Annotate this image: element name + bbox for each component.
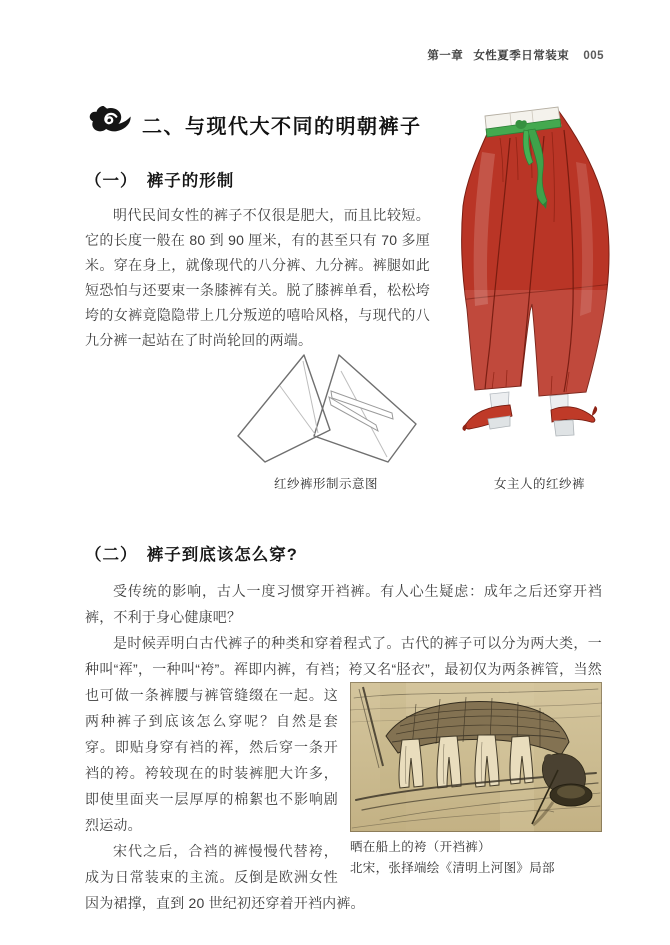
chapter-title-row: [86, 106, 422, 142]
painting-caption-line1: 晒在船上的袴（开裆裤）: [350, 840, 491, 854]
paragraph: 明代民间女性的裤子不仅很是肥大，而且比较短。它的长度一般在 80 到 90 厘米，有的甚至只有 70 多厘米。穿在身上，就像现代的八分裤、九分裤。裤腿如此短恐怕与还要束一条膝裤有关。脱了膝裤单看，松松垮垮的女裤竟隐隐带上几分叛逆的嘻哈风格，与现代的八九分裤一起站在了时尚轮回的两端。: [85, 207, 430, 348]
paragraph: 宋代之后，合裆的裤慢慢代替袴，成为日常装束的主流。反倒是欧洲女性因为裙撑，直到 20 世纪初还穿着开裆内裤。: [85, 843, 365, 911]
chapter-title: 二、与现代大不同的明朝裤子: [142, 115, 422, 138]
section2-body: [85, 578, 602, 916]
paragraph: 受传统的影响，古人一度习惯穿开裆裤。有人心生疑虑：成年之后还穿开裆裤，不利于身心健康吧？: [85, 583, 602, 625]
diagram-caption: 红纱裤形制示意图: [273, 477, 378, 491]
red-pants-illustration: [452, 104, 627, 447]
page-number: 005: [583, 50, 604, 62]
chapter-section-label: 女性夏季日常装束: [473, 50, 570, 62]
pants-pattern-diagram: [220, 350, 432, 475]
section1-heading: （一） 裤子的形制: [85, 172, 235, 190]
running-header: [427, 47, 604, 63]
qingming-scroll-detail: [350, 682, 602, 832]
feet: [462, 392, 597, 436]
pattern-line-drawing: [220, 350, 432, 470]
auspicious-cloud-icon: [86, 106, 134, 142]
chapter-label: 第一章: [427, 50, 464, 62]
section1-paragraph-block: [85, 203, 430, 353]
red-pants-drawing: [452, 104, 627, 442]
paragraph: 是时候弄明白古代裤子的种类和穿着程式了。古代的裤子可以分为两大类，一种叫“裈”，一种叫“袴”。裈即内裤，有裆；袴又名“胫衣”，最初仅为两条裤管，当然也可做一条裤腰与裤管缝缀在一起。这两种裤子到底该怎么穿呢？自然是套穿。即贴身穿有裆的裈，然后穿一条开裆的袴。袴较现在的时装裤肥大许多，即使里面夹一层厚厚的棉絮也不影响剧烈运动。: [85, 635, 602, 833]
painting-caption: [350, 837, 602, 879]
pants-caption: 女主人的红纱裤: [493, 477, 585, 491]
section2-heading: （二） 裤子到底该怎么穿?: [85, 546, 298, 564]
painting-caption-line2: 北宋，张择端绘《清明上河图》局部: [350, 861, 555, 875]
qingming-painting-figure: [350, 682, 602, 879]
